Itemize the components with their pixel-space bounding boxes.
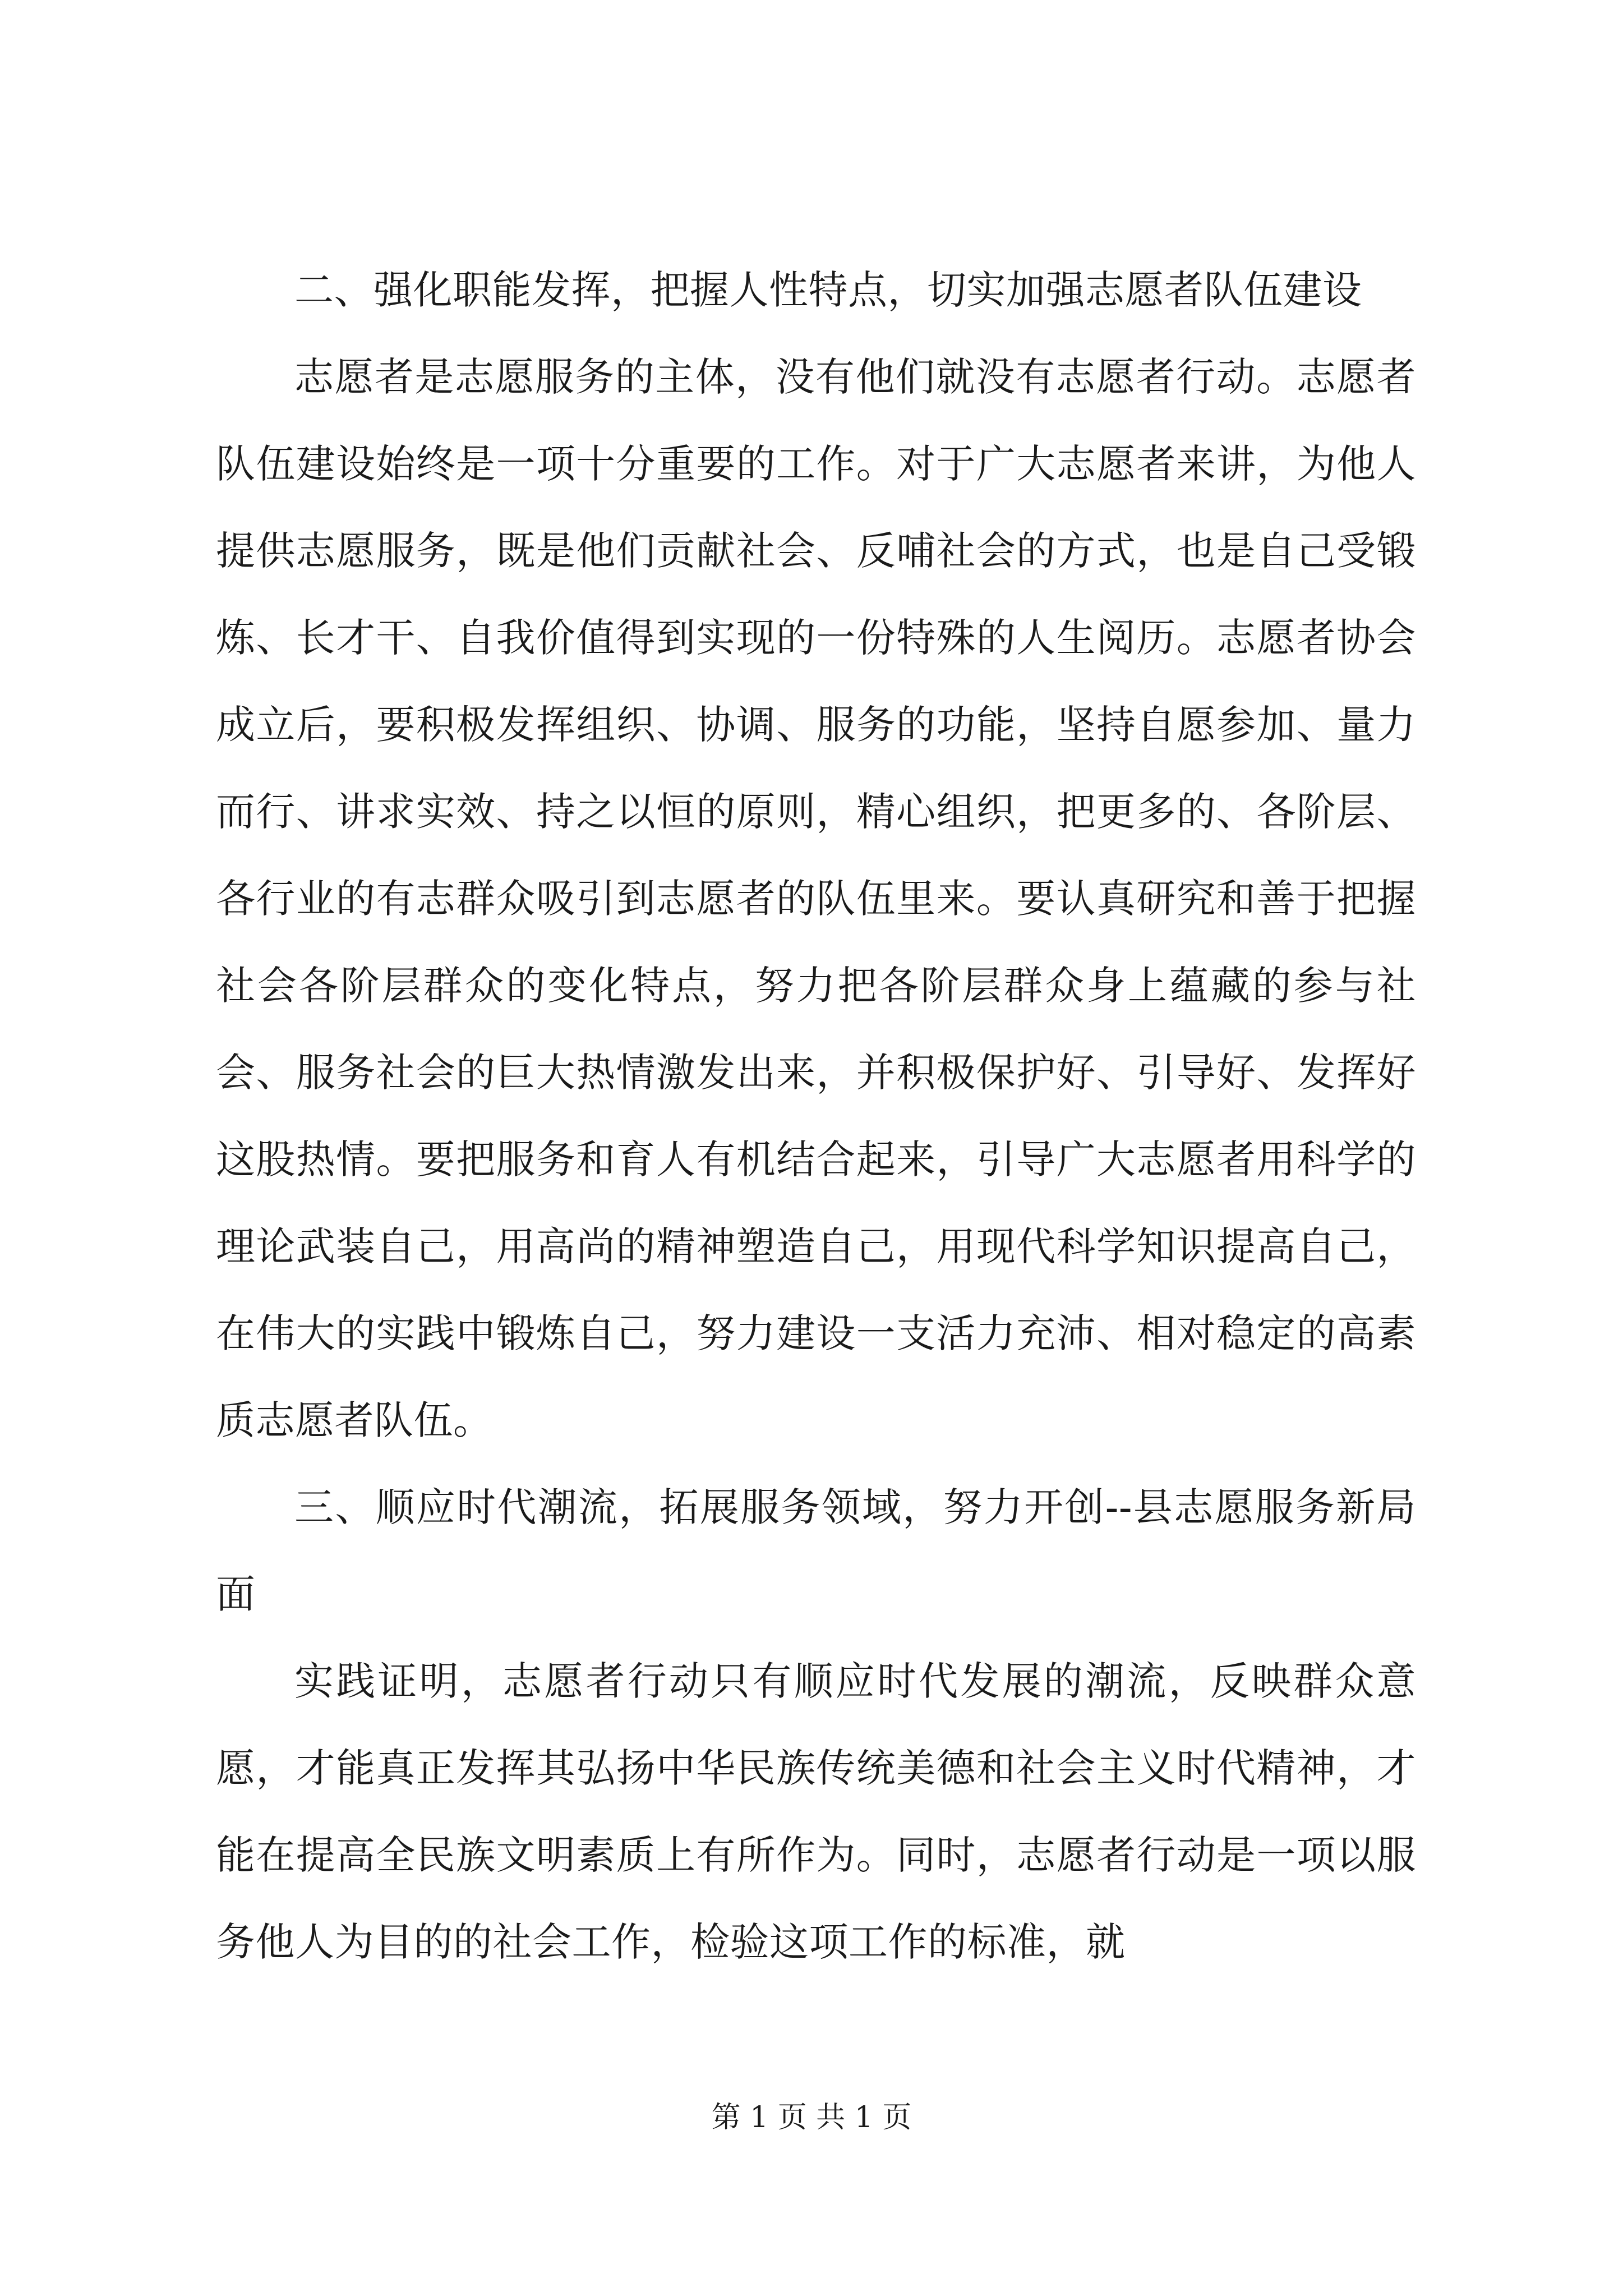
- section-heading-2: 二、强化职能发挥，把握人性特点，切实加强志愿者队伍建设: [294, 267, 1362, 313]
- body-paragraph: 实践证明，志愿者行动只有顺应时代发展的潮流，反映群众意愿，才能真正发挥其弘扬中华民族传统美德和社会主义时代精神，才能在提高全民族文明素质上有所作为。同时，志愿者行动是一项以服务他人为目的的社会工作，检验这项工作的标准，就: [216, 1658, 1416, 1965]
- page-footer: 第 1 页 共 1 页: [711, 2101, 912, 2134]
- document-body: [216, 247, 1416, 1986]
- section-heading-3: 三、顺应时代潮流，拓展服务领域，努力开创--县志愿服务新局面: [216, 1484, 1416, 1617]
- body-paragraph: 志愿者是志愿服务的主体，没有他们就没有志愿者行动。志愿者队伍建设始终是一项十分重要的工作。对于广大志愿者来讲，为他人提供志愿服务，既是他们贡献社会、反哺社会的方式，也是自己受锻炼、长才干、自我价值得到实现的一份特殊的人生阅历。志愿者协会成立后，要积极发挥组织、协调、服务的功能，坚持自愿参加、量力而行、讲求实效、持之以恒的原则，精心组织，把更多的、各阶层、各行业的有志群众吸引到志愿者的队伍里来。要认真研究和善于把握社会各阶层群众的变化特点，努力把各阶层群众身上蕴藏的参与社会、服务社会的巨大热情激发出来，并积极保护好、引导好、发挥好这股热情。要把服务和育人有机结合起来，引导广大志愿者用科学的理论武装自己，用高尚的精神塑造自己，用现代科学知识提高自己，在伟大的实践中锻炼自己，努力建设一支活力充沛、相对稳定的高素质志愿者队伍。: [216, 354, 1416, 1443]
